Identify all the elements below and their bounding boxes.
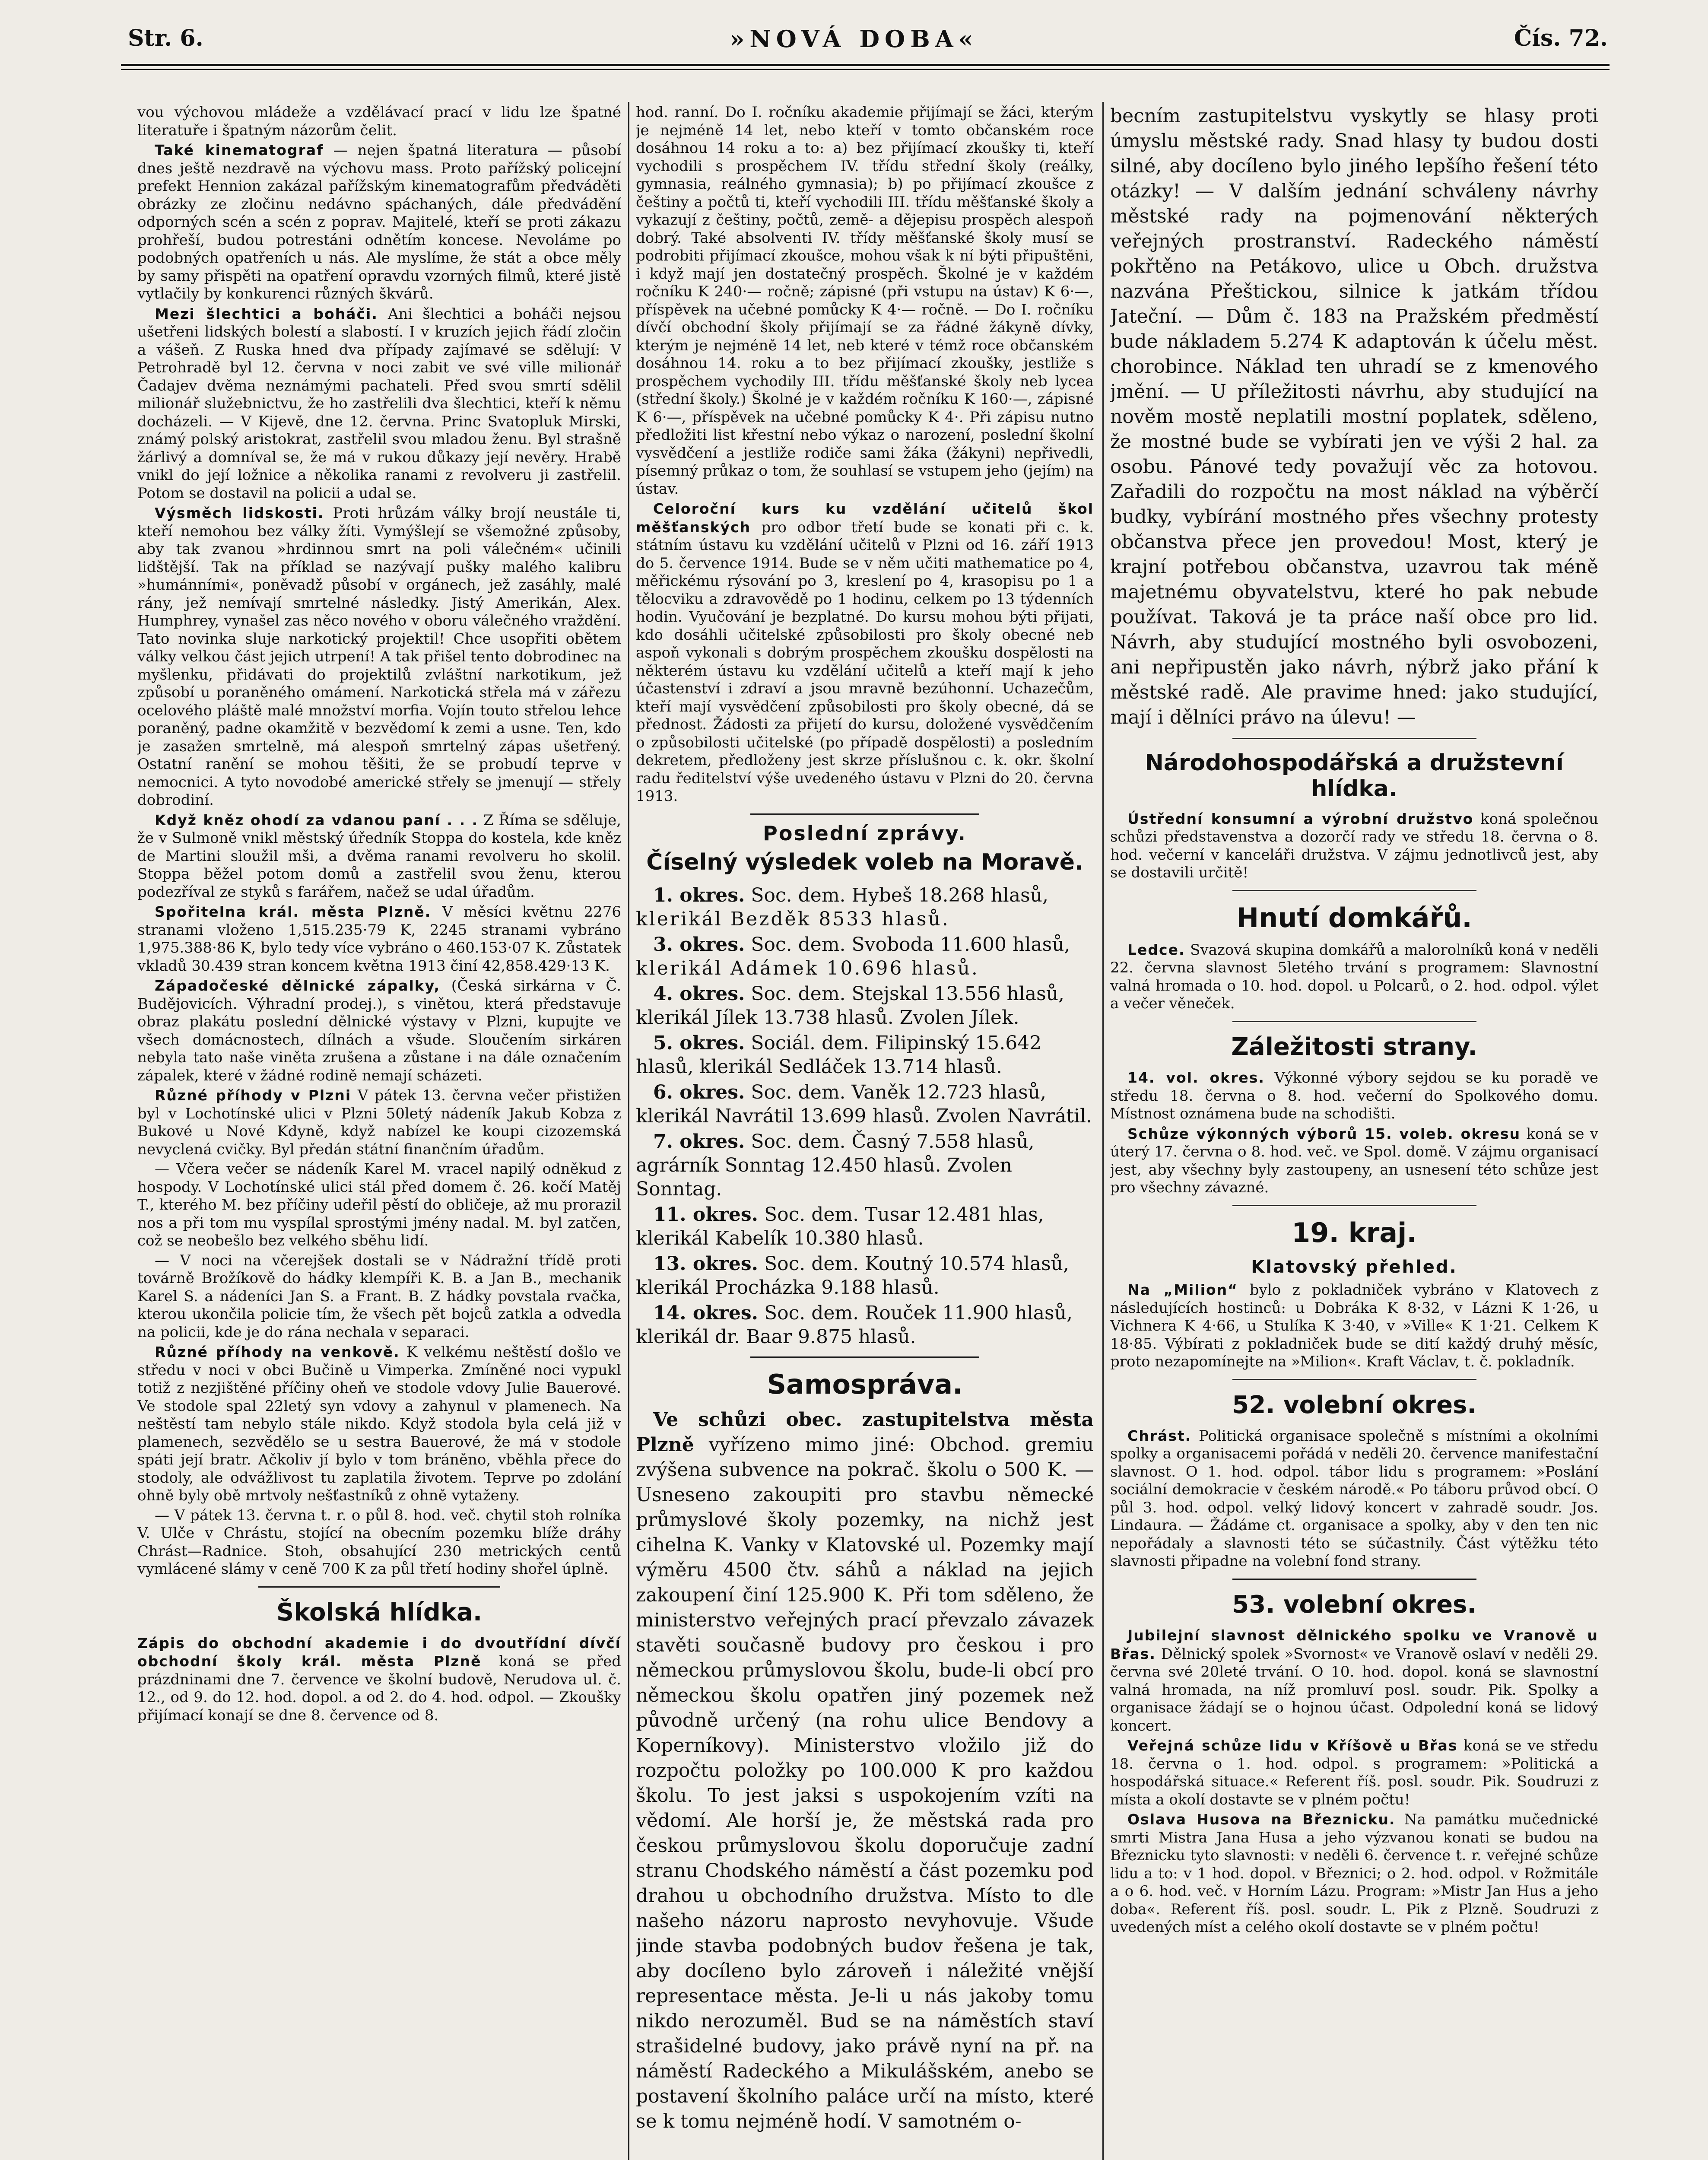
column-3 — [1110, 104, 1598, 2160]
run-in-heading: Když kněz ohodí za vdanou paní . . . — [155, 811, 479, 829]
article-samosprava: Ve schůzi obec. zastupitelstva města Plzně vyřízeno mimo jiné: Obchod. gremiu zvýšena subvence na pokrač. školu o 500 K. — Usneseno zakoupiti pro stavbu německé průmyslové školy pozemky, na nichž jest cihelna K. Vanky v Klatovské ul. Pozemky mají výměru 4500 čtv. sáhů a náklad na jejich zakoupení činí 125.900 K. Při tom sděleno, že ministerstvo veřejných prací převzalo závazek stavěti současně budovy pro českou i pro německou průmyslovou školu, bude-li obcí pro německou školu opatřen jiný pozemek než původně určený (na rohu ulice Bendovy a Koperníkovy). Ministerstvo vložilo již do rozpočtu položky po 100.000 K pro každou školu. To jest jaksi s uspokojením vzíti na vědomí. Ale horší je, že městská rada pro českou průmyslovou školu doporučuje zadní stranu Chodského náměstí a část pozemku pod drahou u obchodního družstva. Místo to dle našeho názoru naprosto nevyhovuje. Všude jinde stavba podobných budov řešena je tak, aby docíleno bylo zároveň i náležité vnější representace města. Je-li u nás jakoby tomu nikdo nerozuměl. Bud se na náměstích staví strašidelné budovy, jako právě nyní na př. na náměstí Radeckého a Mikulášském, anebo se postavení školního paláce určí na místo, které se k tomu nejméně hodí. V samotném o- — [636, 1409, 1094, 2133]
run-in-heading: Oslava Husova na Březnicku. — [1127, 1811, 1396, 1828]
section-separator — [1232, 1579, 1476, 1580]
header-rule — [121, 64, 1610, 66]
section-separator — [258, 1586, 500, 1588]
section-separator — [1232, 1379, 1476, 1380]
article-text: becním zastupitelstvu vyskytly se hlasy proti úmyslu městské rady. Snad hlasy ty budou dosti silné, aby docíleno bylo jiného lepšího řešení této otázky! — V dalším jednání schváleny návrhy městské rady na pojmenování některých veřejných prostranství. Radeckého náměstí pokřtěno na Petákovo, ulice u Obch. družstva nazvána Přeštickou, silnice k jatkám třídou Jateční. — Dům č. 183 na Pražském předměstí bude nákladem 5.274 K adaptován k účelu měst. chorobince. Náklad ten uhradí se z kmenového jmění. — U příležitosti návrhu, aby studující na nověm mostě neplatili mostní poplatek, sděleno, že mostné bude se vybírati jen ve výši 2 hal. za osobu. Pánové tedy považují věc za hotovou. Zařadili do rozpočtu na most náklad na výběrčí budky, vybírání mostného přes všechny protesty občanstva přece jen provedou! Most, který je krajní potřebou občanstva, uzavrou tak méně majetnému obyvatelstvu, které ho pak nebude používat. Taková je ta práce naší obce pro lid. Návrh, aby studující mostného byli osvobozeni, ani nepřipustěn jako návrh, nýbrž jako přání k městské radě. Ale pravime hned: jako studující, mají i dělníci právo na úlevu! — — [1110, 105, 1598, 728]
article-text: vou výchovou mládeže a vzdělávací prací v lidu lze špatné literatuře i špatným názorům čelit. — [137, 104, 621, 139]
article-verejna-schuze: Veřejná schůze lidu v Kříšově u Břas koná se ve středu 18. června o 1. hod. odpol. s programem: »Politická a hospodářská situace.« Referent říš. posl. soudr. Pik. Soudruzi z místa a okolí dostavte se v plném počtu! — [1110, 1737, 1598, 1808]
article-prihody-plzen: Různé příhody v Plzni V pátek 13. června večer přistižen byl v Lochotínské ulici v Plzni 50letý nádeník Jakub Kobza z Bukové u Nové Kdyně, když nabízel ke koupi cizozemská nevyclená cvičky. Byl předán státní finančním úřadům. — [137, 1087, 621, 1158]
section-heading-posledni: Poslední zprávy. — [763, 821, 967, 845]
issue-number: Čís. 72. — [1514, 25, 1608, 51]
district-result: 11. okres. Soc. dem. Tusar 12.481 hlas, klerikál Kabelík 10.380 hlasů. — [636, 1204, 1044, 1250]
article-jubilejni: Jubilejní slavnost dělnického spolku ve Vranově u Břas. Dělnický spolek »Svornost« ve Vranově oslaví v neděli 29. června své 20leté trvání. O 10. hod. dopol. koná se slavnostní valná hromada, na níž promluví posl. soudr. Pik. Spolky a organisace žádají se o hojnou účast. Odpolední koná se lidový koncert. — [1110, 1627, 1598, 1734]
section-separator — [1232, 890, 1476, 891]
article-kinematograf: Také kinematograf — nejen špatná literatura — působí dnes ještě nezdravě na výchovu mass. Proto pařížský policejní prefekt Hennion zakázal pařížským kinematografům předváděti obrázky ze zločinu nedávno spáchaných, dále předvádění odporných scén a scén z poprav. Majitelé, kteří se proti zákazu prohřeší, budou potrestáni odnětím koncese. Nevoláme po podobných opatřeních u nás. Ale myslíme, že stát a obce měly by samy přispěti na opatření opravdu vzorných filmů, které jistě vytlačily by konkurenci různých škvárů. — [137, 142, 621, 302]
section-heading-52-okres: 52. volební okres. — [1232, 1391, 1476, 1419]
section-heading-narodohospodarska: Národohospodářská a družstevní hlídka. — [1145, 750, 1564, 802]
article-knez: Když kněz ohodí za vdanou paní . . . Z Říma se sděluje, že v Sulmoně vnikl městský úředník Stoppa do kostela, kde kněz de Martini sloužil mši, a dvěma ranami revolveru ho skolil. Stoppa běžel potom domů a zastřelil svou ženu, kterou podezříval ze styků s farářem, načež se udal úřadům. — [137, 811, 621, 901]
run-in-heading: Jubilejní slavnost dělnického spolku ve Vranově u Břas. — [1110, 1627, 1598, 1662]
article-zapalky: Západočeské dělnické zápalky, (Česká sirkárna v Č. Budějovicích. Výhradní prodej.), s vinětou, která představuje obraz plakátu poslední dělnické výstavy v Plzni, kupujte ve všech domácnostech, dílnách a všude. Sloučením sirkáren nebyla tato naše viněta zrušena a zůstane i na dále označením zápalek, které v žádné rodině nemají scházeti. — [137, 977, 621, 1084]
article-chrast: Chrást. Politická organisace společně s místními a okolními spolky a organisacemi pořádá v neděli 20. července manifestační slavnost. O 1. hod. odpol. tábor lidu s programem: »Poslání sociální demokracie v českém národě.« Po táboru průvod obcí. O půl 3. hod. odpol. velký lidový koncert v zahradě soudr. Jos. Lindaura. — Žádáme ct. organisace a spolky, aby v den ten nic nepořádaly a slavnosti této se súčastnily. Část výtěžku této slavnosti připadne na volební fond strany. — [1110, 1427, 1598, 1570]
article-ustredni: Ústřední konsumní a výrobní družstvo koná společnou schůzi představenstva a dozorčí rady ve středu 18. června o 8. hod. večerní v kanceláři družstva. V zájmu jednotlivců jest, aby se dostavili určitě! — [1110, 810, 1598, 882]
run-in-heading: Na „Milion“ — [1127, 1281, 1238, 1299]
section-separator — [1232, 1021, 1476, 1022]
article-zapis: Zápis do obchodní akademie i do dvoutřídní dívčí obchodní školy král. města Plzně koná se před prázdninami dne 7. července ve školní budově, Nerudova ul. č. 12., od 9. do 12. hod. dopol. a od 2. do 4. hod. odpol. — Zkoušky přijímací konají se dne 8. července od 8. — [137, 1634, 621, 1724]
district-result: 7. okres. Soc. dem. Časný 7.558 hlasů, agrárník Sonntag 12.450 hlasů. Zvolen Sonntag. — [636, 1131, 1035, 1201]
run-in-heading: Ve schůzi obec. zastupitelstva města Plzně — [636, 1409, 1094, 1456]
article-oslava-husova: Oslava Husova na Březnicku. Na památku mučednické smrti Mistra Jana Husa a jeho výzvanou konati se budou na Březnicku tyto slavnosti: v neděli 6. července t. r. veřejné schůze lidu a to: v 1 hod. dopol. v Březnici; o 2. hod. odpol. v Rožmitále a o 6. hod. več. v Horním Lázu. Program: »Mistr Jan Hus a jeho doba«. Referent říš. posl. soudr. L. Pik z Plzně. Soudruzi z uvedených míst a celého okolí dostavte se v plném počtu! — [1110, 1811, 1598, 1936]
district-result: 4. okres. Soc. dem. Stejskal 13.556 hlasů, klerikál Jílek 13.738 hlasů. Zvolen Jílek. — [636, 983, 1065, 1029]
article-slechtici: Mezi šlechtici a boháči. Ani šlechtici a boháči nejsou ušetřeni lidských bolestí a slabostí. I v kruzích jejich řádí zločin a vášeň. Z Ruska hned dva případy zajímavé se sdělují: V Petrohradě byl 12. června v noci zabit ve své ville milionář Čadajev dvěma neznámými pachateli. Před svou smrtí sdělil milionář služebnictvu, že ho zastřelili dva šlechtici, kteří k němu docházeli. — V Kijevě, dne 12. června. Princ Svatopluk Mirski, známý polský aristokrat, zastřelil svou mladou ženu. Byl strašně žárlivý a domníval se, že má v rukou důkazy její nevěry. Hrabě vnikl do její ložnice a několika ranami z revolveru ji zastřelil. Potom se dostavil na policii a udal se. — [137, 305, 621, 502]
column-1 — [137, 104, 621, 2160]
section-separator — [1232, 738, 1476, 739]
district-result: 6. okres. Soc. dem. Vaněk 12.723 hlasů, klerikál Navrátil 13.699 hlasů. Zvolen Navrátil. — [636, 1081, 1092, 1128]
article-sporitelna: Spořitelna král. města Plzně. V měsíci květnu 2276 stranami vloženo 1,515.235·79 K, 2245 stranami vybráno 1,975.388·86 K, bylo tedy více vybráno o 460.153·07 K. Zůstatek vkladů 30.439 stran koncem května 1913 činí 42,858.429·13 K. — [137, 903, 621, 975]
run-in-heading: Různé příhody na venkově. — [155, 1344, 400, 1360]
run-in-heading: Veřejná schůze lidu v Kříšově u Břas — [1127, 1737, 1458, 1754]
section-heading-samosprava: Samospráva. — [767, 1369, 963, 1401]
article-text: — Včera večer se nádeník Karel M. vracel napilý odněkud z hospody. V Lochotínské ulici stál před domem č. 26. kočí Matěj T., kterého M. bez příčiny udeřil pěstí do obličeje, až mu prorazil nos a při tom mu vyspílal sprostými jmény nadal. M. byl zatčen, což se neobešlo bez velkého sběhu lidí. — [137, 1160, 621, 1249]
section-heading-zalezitosti: Záležitosti strany. — [1231, 1032, 1477, 1061]
column-2 — [636, 104, 1094, 2160]
run-in-heading: 14. vol. okres. — [1127, 1069, 1265, 1086]
section-heading-kraj: 19. kraj. — [1292, 1217, 1417, 1248]
article-milion: Na „Milion“ bylo z pokladniček vybráno v Klatovech z následujících hostinců: u Dobráka K 8·32, v Lázni K 1·26, u Vichnera K 4·66, u Stulíka K 3·40, v »Ville« K 1·21. Celkem K 18·85. Výbírati z pokladniček bude se dití každý druhý měsíc, proto nezapomínejte na »Milion«. Kraft Václav, t. č. pokladník. — [1110, 1281, 1598, 1371]
run-in-heading: Schůze výkonných výborů 15. voleb. okresu — [1127, 1125, 1521, 1142]
district-result: 14. okres. Soc. dem. Rouček 11.900 hlasů, klerikál dr. Baar 9.875 hlasů. — [636, 1302, 1073, 1348]
newspaper-title: »NOVÁ DOBA« — [730, 25, 978, 53]
run-in-heading: Výsměch lidskosti. — [155, 505, 324, 521]
run-in-heading: Zápis do obchodní akademie i do dvoutřídní dívčí obchodní školy král. města Plzně — [137, 1634, 621, 1670]
article-kurs: Celoroční kurs ku vzdělání učitelů škol měšťanských pro odbor třetí bude se konati při c. k. státním ústavu ku vzdělání učitelů v Plzni od 16. září 1913 do 5. července 1914. Bude se v něm učiti mathematice po 4, měřickému rýsování po 3, kreslení po 4, krasopisu po 1 a tělocviku a zdravovědě po 1 hodinu, celkem po 13 týdenních hodin. Vyučování je bezplatné. Do kursu mohou býti přijati, kdo dosáhli učitelské způsobilosti pro školy obecné neb aspoň vykonali s dobrým prospěchem zkoušku dospělosti na některém ústavu ku vzdělání učitelů a kteří mají k jeho účastenství i zdraví a jsou mravně bezúhonní. Uchazečům, kteří mají vysvědčení způsobilosti pro školy obecné, dá se přednost. Žádosti za přijetí do kursu, doložené vysvědčením o způsobilosti učitelské (po případě dospělosti) a posledním dekretem, předloženy jest skrze příslušnou c. k. okr. školní radu ředitelství výše uvedeného ústavu v Plzni do 20. června 1913. — [636, 500, 1094, 805]
run-in-heading: Spořitelna král. města Plzně. — [155, 903, 432, 920]
district-result: 13. okres. Soc. dem. Koutný 10.574 hlasů, klerikál Procházka 9.188 hlasů. — [636, 1253, 1069, 1299]
section-separator — [750, 1356, 979, 1358]
section-separator — [750, 813, 979, 815]
run-in-heading: Chrást. — [1127, 1427, 1192, 1444]
subheading-klatovsky: Klatovský přehled. — [1251, 1257, 1457, 1277]
run-in-heading: Celoroční kurs ku vzdělání učitelů škol měšťanských — [636, 500, 1094, 536]
article-vysmech: Výsměch lidskosti. Proti hrůzám války brojí neustále ti, kteří nemohou bez války žíti. Vymýšlejí se všemožné způsoby, aby tak zvanou »hrdinnou smrt na poli válečném« učinili lidštější. Tak na příklad se nazývají pušky malého kalibru »humánními«, poněvadž působí v orgánech, jež zasáhly, malé rány, jež nemívají smrtelné následky. Jistý Amerikán, Alex. Humphrey, vynašel zas něco nového v oboru válečného vraždění. Tato novinka sluje narkotický projektil! Chce usopřiti obětem války velkou část jejich utrpení! A tak přišel tento dobrodinec na myšlenku, přidávati do projektilů zvláštní narkotikum, jež způsobí u poraněného omámení. Narkotická střela má v zářezu ocelového pláště malé množství morfia. Vojín touto střelou lehce poraněný, padne okamžitě v bezvědomí k zemi a usne. Ten, kdo je zasažen smrtelně, má alespoň smrtelný zápas ušetřený. Ostatní ranění se mohou těšiti, že se probudí teprve v nemocnici. A tyto novodobé americké střely se jmenují — střely dobrodiní. — [137, 505, 621, 809]
election-results — [636, 883, 1094, 1349]
page-header — [0, 0, 1708, 60]
district-result: 1. okres. Soc. dem. Hybeš 18.268 hlasů, klerikál Bezděk 8533 hlasů. — [636, 884, 1048, 931]
column-divider-1 — [628, 102, 629, 2160]
article-prihody-venkov: Různé příhody na venkově. K velkému neštěstí došlo ve středu v noci v obci Bučině u Vimperka. Zmíněné noci vypukl totiž z nezjištěné příčiny oheň ve stodole vdovy Julie Bauerové. Ve stodole spal 22letý syn vdovy a zahynul v plamenech. Na neštěstí tam nebylo stále nikdo. Když stodola byla celá již v plamenech, sezvědělo se u sestra Bauerové, že má v stodole spáti její bratr. Ačkoliv jí bylo v tom bráněno, vběhla přece do stodoly, ale odvážlivost tu zaplatila životem. Teprve po zdolání ohně byly obě mrtvoly nešťastníků z ohně vytaženy. — [137, 1344, 621, 1504]
run-in-heading: Mezi šlechtici a boháči. — [155, 305, 378, 322]
article-text: — V pátek 13. června t. r. o půl 8. hod. več. chytil stoh rolníka V. Ulče v Chrástu, stojící na obecním pozemku blíže dráhy Chrást—Radnice. Stoh, obsahující 230 metrických centů vymlácené slámy v ceně 700 K za půl třetí hodiny shořel úplně. — [137, 1506, 621, 1578]
district-result: 5. okres. Sociál. dem. Filipinský 15.642 hlasů, klerikál Sedláček 13.714 hlasů. — [636, 1032, 1042, 1078]
run-in-heading: Ústřední konsumní a výrobní družstvo — [1127, 810, 1474, 827]
article-text: hod. ranní. Do I. ročníku akademie přijímají se žáci, kterým je nejméně 14 let, nebo kteří v tomto občanském roce dosáhnou 14 roku a to: a) bez přijímací zkoušky ti, kteří vychodili s prospěchem IV. třídu střední školy (reálky, gymnasia, reálného gymnasia); b) po přijímací zkoušce z češtiny a počtů ti, kteří vychodili III. třídu měšťanské školy a vykazují z češtiny, počtů, země- a dějepisu prospěch alespoň dobrý. Také absolventi IV. třídy měšťanské školy musí se podrobiti přijímací zkoušce, mohou však k ní býti připuštěni, i když mají jen dostatečný prospěch. Školné je v každém ročníku K 240·— ročně; zápisné (při vstupu na ústav) K 6·—, příspěvek na učebné pomůcky K 4·— ročně. — Do I. ročníku dívčí obchodní školy přijímají se za řádné žákyně dívky, kterým je nejméně 14 let, neb které v témž roce občanském dosáhnou 14. roku a to bez přijímací zkoušky, jestliže s prospěchem vychodily III. třídu měšťanské školy neb lycea (střední školy.) Školné je v každém ročníku K 160·—, zápisné K 6·—, příspěvek na učebné pomůcky K 4·. Při zápisu nutno předložiti list křestní nebo výkaz o narození, poslední školní vysvědčení a jestliže rodiče sami žáka (žákyni) nepřivedli, písemný průkaz o tom, že souhlasí se vstupem jeho (jejím) na ústav. — [636, 104, 1094, 498]
page-number: Str. 6. — [128, 25, 203, 51]
run-in-heading: Také kinematograf — [155, 142, 324, 159]
header-rule-thin — [121, 69, 1610, 70]
run-in-heading: Různé příhody v Plzni — [155, 1087, 352, 1104]
section-heading-hnuti: Hnutí domkářů. — [1236, 902, 1472, 934]
section-heading-53-okres: 53. volební okres. — [1232, 1590, 1476, 1619]
run-in-heading: Západočeské dělnické zápalky, — [155, 977, 441, 994]
article-schuze: Schůze výkonných výborů 15. voleb. okresu koná se v úterý 17. června o 8. hod. več. ve Spol. domě. V zájmu organisací jest, aby všechny byly zastoupeny, an usnesení této schůze jest pro všechny závazné. — [1110, 1125, 1598, 1197]
run-in-heading: Ledce. — [1127, 941, 1185, 958]
section-separator — [1232, 1205, 1476, 1206]
district-result: 3. okres. Soc. dem. Svoboda 11.600 hlasů, klerikál Adámek 10.696 hlasů. — [636, 934, 1070, 980]
article-text: — V noci na včerejšek dostali se v Nádražní třídě proti továrně Brožíkově do hádky klempíři K. B. a Jan B., mechanik Karel S. a nádeníci Jan S. a Frant. B. Z hádky povstala rvačka, kterou ukončila policie tím, že všech pět bojců zatkla a odvedla na policii, kde je do rána nechala v separaci. — [137, 1252, 621, 1341]
column-divider-2 — [1102, 102, 1104, 2160]
article-vol14: 14. vol. okres. Výkonné výbory sejdou se ku poradě ve středu 18. června o 8. hod. večerní do Spolkového domu. Místnost oznámena bude na schodišti. — [1110, 1069, 1598, 1123]
section-heading-cisly: Číselný výsledek voleb na Moravě. — [646, 849, 1083, 876]
section-heading-skolska: Školská hlídka. — [276, 1598, 483, 1626]
article-ledce: Ledce. Svazová skupina domkářů a malorolníků koná v neděli 22. června slavnost 5letého trvání s programem: Slavnostní valná hromada o 10. hod. dopol. u Polcarů, o 2. hod. odpol. výlet a večer věneček. — [1110, 941, 1598, 1013]
